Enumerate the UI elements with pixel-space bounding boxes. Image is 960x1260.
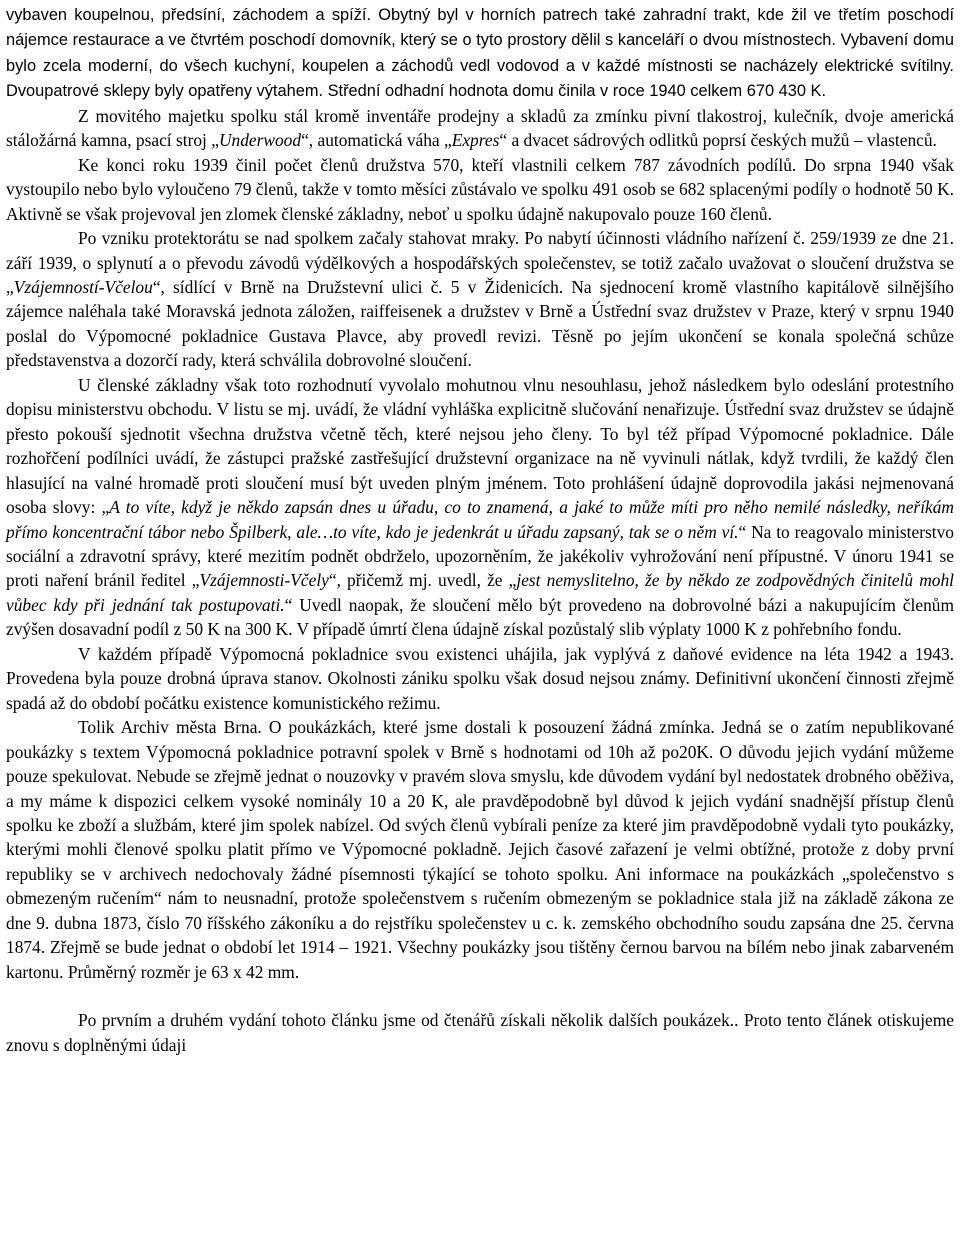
paragraph [6,642,954,715]
paragraph-text: Z movitého majetku spolku stál kromě inventáře prodejny a skladů za zmínku pivní tlakostroj, kulečník, dvoje americká stáložárná kamna, psací stroj „ [6,105,954,151]
paragraph [6,153,954,226]
paragraph [6,1008,954,1057]
paragraph [6,104,954,153]
paragraph-text: “, přičemž mj. uvedl, že „ [328,570,517,591]
paragraph [6,715,954,984]
paragraph [6,226,954,373]
document-body [6,2,954,1057]
paragraph-text: Po vzniku protektorátu se nad spolkem začaly stahovat mraky. Po nabytí účinnosti vládního nařízení č. 259/1939 ze dne 21. září 1939, o splynutí a o převodu závodů výdělkových a hospodářských společenstev, se totiž začalo uvažovat o sloučení družstva se „ [6,228,954,297]
italic-text: jest nemyslitelno, že by někdo ze zodpovědných činitelů mohl vůbec kdy při jednání tak postupovati. [6,570,955,615]
paragraph-text: “, sídlící v Brně na Družstevní ulici č. 5 v Židenicích. Na sjednocení kromě vlastního kapitálově silnějšího zájemce naléhala také Moravská jednota záložen, raiffeisenek a družstev v Brně a Ústřední svaz družstev v Praze, který v srpnu 1940 poslal do Výpomocné pokladnice Gustava Plavce, aby provedl revizi. Těsně po jejím ukončení se konala společná schůze představenstva a dozorčí rady, která schválila dobrovolné sloučení. [6,276,954,371]
italic-text: Underwood [218,130,302,151]
paragraph-text: U členské základny však toto rozhodnutí vyvolalo mohutnou vlnu nesouhlasu, jehož následkem bylo odeslání protestního dopisu ministerstvu obchodu. V listu se mj. uvádí, že vládní vyhláška explicitně slučování nenařizuje. Ústřední svaz družstev se údajně přesto pokouší sjednotit všechna družstva včetně těch, které nejsou jeho členy. To byl též případ Výpomocné pokladnice. Dále rozhořčení podílníci uvádí, že zástupci pražské zastřešující družstevní organizace na ně vyvinuli nátlak, když tvrdili, že každý člen hlasující na valné hromadě proti sloučení musí být uveden plným jménem. Toto prohlášení údajně doprovodila jakási nejmenovaná osoba slovy: „ [6,374,954,518]
paragraph-text: Ke konci roku 1939 činil počet členů družstva 570, kteří vlastnili celkem 787 závodních podílů. Do srpna 1940 však vystoupilo nebo bylo vyloučeno 79 členů, takže v tomto měsíci zůstávalo ve spolku 491 osob se 682 splacenými podíly o hodnotě 50 K. Aktivně se však projevoval jen zlomek členské základny, neboť u spolku údajně nakupovalo pouze 160 členů. [6,154,954,224]
paragraph-text: Tolik Archiv města Brna. O poukázkách, které jsme dostali k posouzení žádná zmínka. Jedná se o zatím nepublikované poukázky s textem Výpomocná pokladnice potravní spolek v Brně s hodnotami od 10h až po20K. O důvodu jejich vydání můžeme pouze spekulovat. Nebude se zřejmě jednat o nouzovky v pravém slova smyslu, kde důvodem vydání byl nedostatek drobného oběživa, a my máme k dispozici celkem vysoké nominály 10 a 20 K, ale pravděpodobně byl důvod k jejich vydání snadnější přístup členů spolku ke zboží a službám, které jim spolek nabízel. Od svých členů vybírali peníze za které jim pravděpodobně vydali tyto poukázky, kterými mohli členové spolku platit přímo ve Výpomocné pokladně. Jejich časové zařazení je velmi obtížné, protože z doby první republiky se v archivech nedochovaly žádné písemnosti týkající se tohoto spolku. Ani informace na poukázkách „společenstvo s obmezeným ručením“ nám to neusnadní, protože společenstvem s ručením obmezeným se pokladnice stala již na základě zákona ze dne 9. dubna 1873, číslo 70 říšského zákoníku a do rejstříku společenstev u c. k. zemského obchodního soudu zapsána dne 25. června 1874. Zřejmě se bude jednat o období let 1914 – 1921. Všechny poukázky jsou tištěny černou barvou na bílém nebo jinak zabarveném kartonu. Průměrný rozměr je 63 x 42 mm. [6,717,954,982]
paragraph [6,2,954,104]
italic-text: A to víte, když je někdo zapsán dnes u úřadu, co to znamená, a jaké to může míti pro něho nemilé následky, neříkám přímo koncentrační tábor nebo Špilberk, ale…to víte, kdo je jedenkrát u úřadu zapsaný, tak se o něm ví. [6,497,954,542]
italic-text: Expres [451,130,500,151]
paragraph-text: “ a dvacet sádrových odlitků poprsí českých mužů – vlastenců. [499,130,937,151]
paragraph-text: vybaven koupelnou, předsíní, záchodem a spíží. Obytný byl v horních patrech také zahradní trakt, kde žil ve třetím poschodí nájemce restaurace a ve čtvrtém poschodí domovník, který se o tyto prostory dělil s kanceláří o dvou místnostech. Vybavení domu bylo zcela moderní, do všech kuchyní, koupelen a záchodů vedl vodovod a v každé místnosti se nacházely elektrické svítilny. Dvoupatrové sklepy byly opatřeny výtahem. Střední odhadní hodnota domu činila v roce 1940 celkem 670 430 K. [6,6,954,101]
italic-text: Vzájemnosti-Včely [199,570,329,591]
paragraph-text: “ Na to reagovalo ministerstvo sociální a zdravotní správy, které mezitím podnět obdrželo, upozorněním, že jakékoliv vyhrožování není přípustné. V únoru 1941 se proti naření bránil ředitel „ [6,521,955,591]
paragraph-text: Po prvním a druhém vydání tohoto článku jsme od čtenářů získali několik dalších poukázek.. Proto tento článek otiskujeme znovu s doplněnými údaji [6,1010,954,1055]
paragraph [6,373,954,642]
paragraph-text: “, automatická váha „ [301,130,452,151]
paragraph-text: “ Uvedl naopak, že sloučení mělo být provedeno na dobrovolné bázi a nakupujícím členům zvýšen dosavadní podíl z 50 K na 300 K. V případě úmrtí člena údajně získal pozůstalý slib výplaty 1000 K z pohřebního fondu. [6,594,954,640]
italic-text: Vzájemností-Včelou [13,276,153,297]
paragraph-text: V každém případě Výpomocná pokladnice svou existenci uhájila, jak vyplývá z daňové evidence na léta 1942 a 1943. Provedena byla pouze drobná úprava stanov. Okolnosti zániku spolku však dosud nejsou známy. Definitivní ukončení činnosti zřejmě spadá až do období počátku existence komunistického režimu. [6,643,954,713]
